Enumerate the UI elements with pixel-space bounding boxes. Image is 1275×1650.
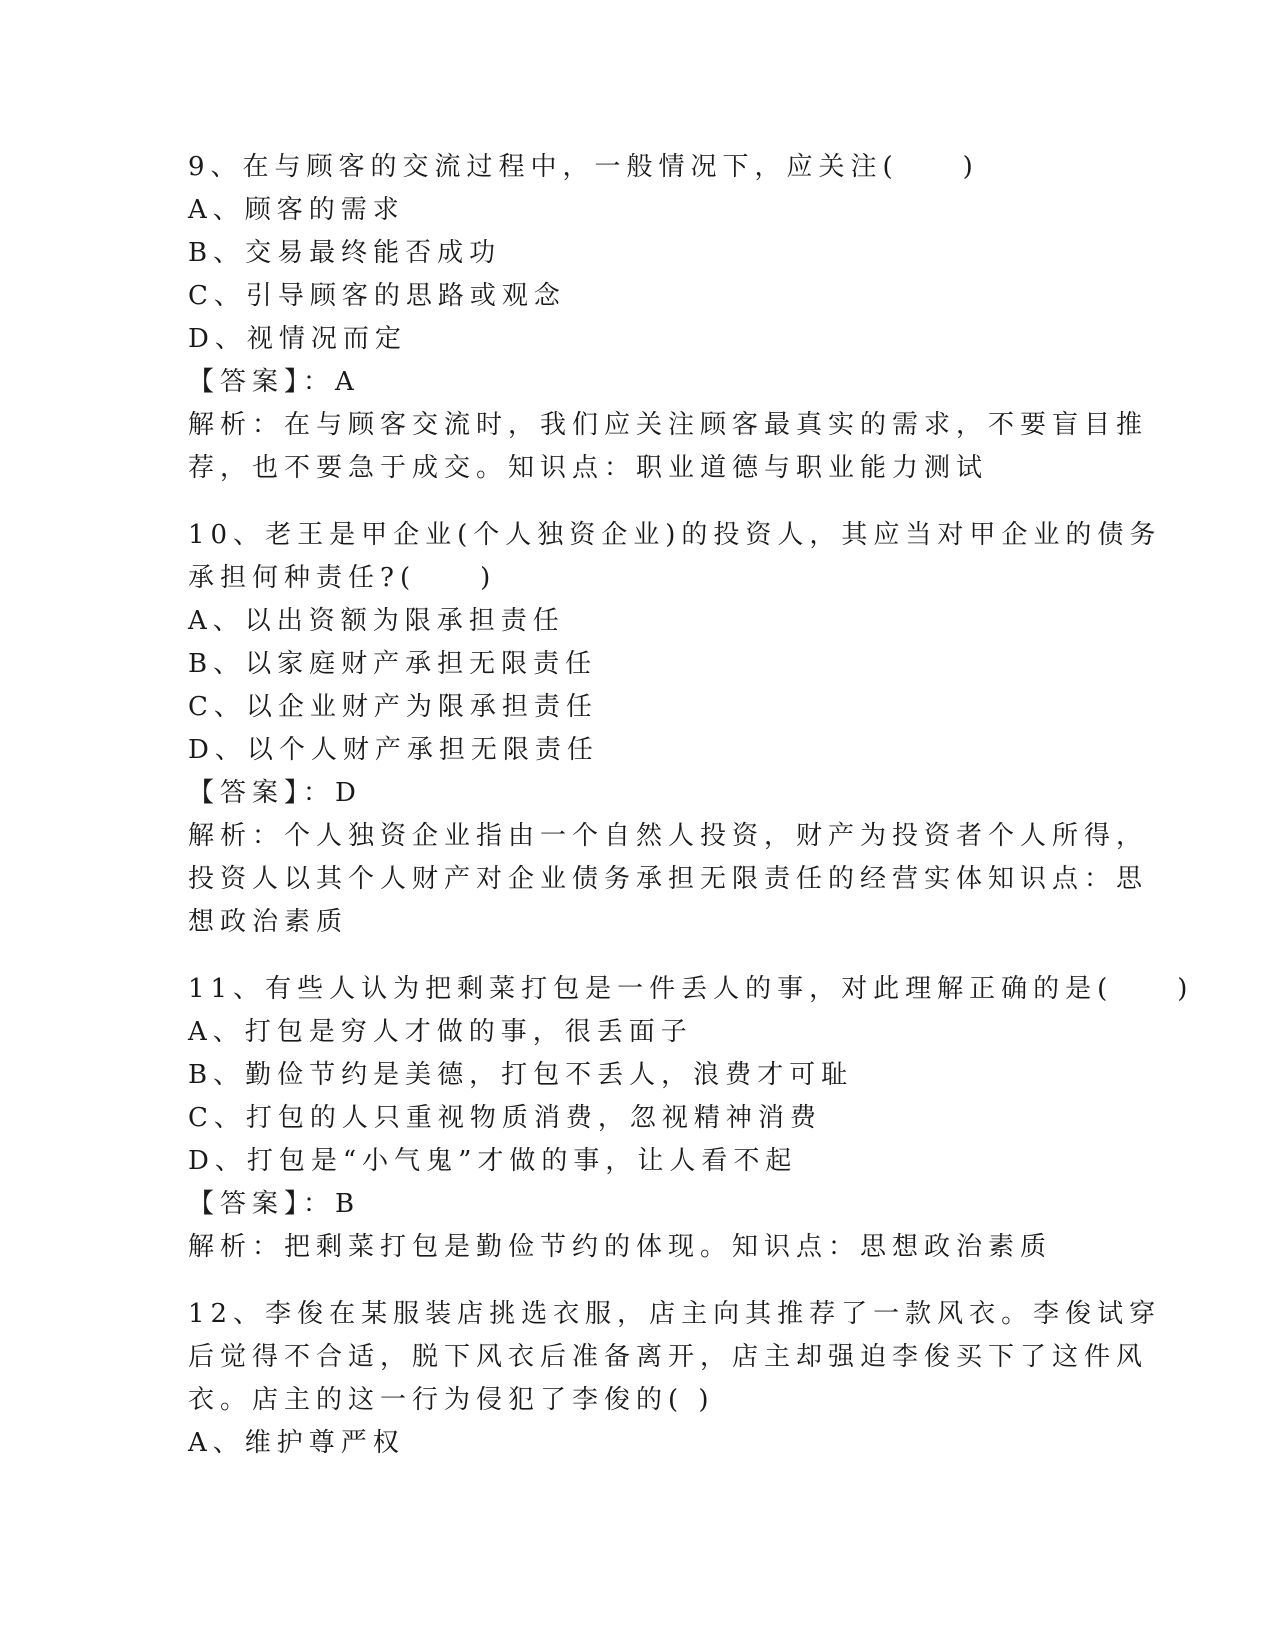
option-b: B、交易最终能否成功 <box>188 238 502 268</box>
option-a: A、顾客的需求 <box>188 195 405 225</box>
question-12 <box>188 1293 1162 1465</box>
question-stem: 承担何种责任?( ) <box>188 563 497 593</box>
option-d: D、打包是“小气鬼”才做的事，让人看不起 <box>188 1146 798 1176</box>
option-c: C、以企业财产为限承担责任 <box>188 692 598 722</box>
option-c: C、引导顾客的思路或观念 <box>188 281 566 311</box>
option-d: D、以个人财产承担无限责任 <box>188 735 599 765</box>
explanation-line: 投资人以其个人财产对企业债务承担无限责任的经营实体知识点：思 <box>188 864 1149 894</box>
answer-label: 【答案】： <box>188 367 336 397</box>
answer-value: B <box>335 1189 361 1219</box>
answer-label: 【答案】： <box>188 778 336 808</box>
question-stem: 后觉得不合适，脱下风衣后准备离开，店主却强迫李俊买下了这件风 <box>188 1342 1149 1372</box>
explanation-line: 解析：个人独资企业指由一个自然人投资，财产为投资者个人所得， <box>188 821 1149 851</box>
answer-value: D <box>335 778 362 808</box>
explanation-line: 解析：把剩菜打包是勤俭节约的体现。知识点：思想政治素质 <box>188 1232 1053 1262</box>
option-a: A、以出资额为限承担责任 <box>188 606 565 636</box>
option-d: D、视情况而定 <box>188 324 407 354</box>
option-a: A、打包是穷人才做的事，很丢面子 <box>188 1017 693 1047</box>
question-stem: 衣。店主的这一行为侵犯了李俊的( ) <box>188 1385 715 1415</box>
option-a: A、维护尊严权 <box>188 1428 405 1458</box>
option-c: C、打包的人只重视物质消费，忽视精神消费 <box>188 1103 822 1133</box>
answer-line <box>188 361 1068 404</box>
option-b: B、勤俭节约是美德，打包不丢人，浪费才可耻 <box>188 1060 854 1090</box>
question-9 <box>188 146 1149 490</box>
explanation-line: 想政治素质 <box>188 907 349 937</box>
document-page <box>188 146 1194 1489</box>
question-stem: 12、李俊在某服装店挑选衣服，店主向其推荐了一款风衣。李俊试穿 <box>188 1299 1162 1329</box>
answer-line <box>188 772 1068 815</box>
answer-label: 【答案】： <box>188 1189 336 1219</box>
option-b: B、以家庭财产承担无限责任 <box>188 649 598 679</box>
explanation-line: 荐，也不要急于成交。知识点：职业道德与职业能力测试 <box>188 453 989 483</box>
answer-line <box>188 1183 1068 1226</box>
question-stem: 9、在与顾客的交流过程中，一般情况下，应关注( ) <box>188 152 979 182</box>
question-stem: 11、有些人认为把剩菜打包是一件丢人的事，对此理解正确的是( ) <box>188 974 1194 1004</box>
answer-value: A <box>335 367 360 397</box>
explanation-line: 解析：在与顾客交流时，我们应关注顾客最真实的需求，不要盲目推 <box>188 410 1149 440</box>
question-stem: 10、老王是甲企业(个人独资企业)的投资人，其应当对甲企业的债务 <box>188 520 1162 550</box>
question-11 <box>188 968 1194 1269</box>
question-10 <box>188 514 1162 944</box>
